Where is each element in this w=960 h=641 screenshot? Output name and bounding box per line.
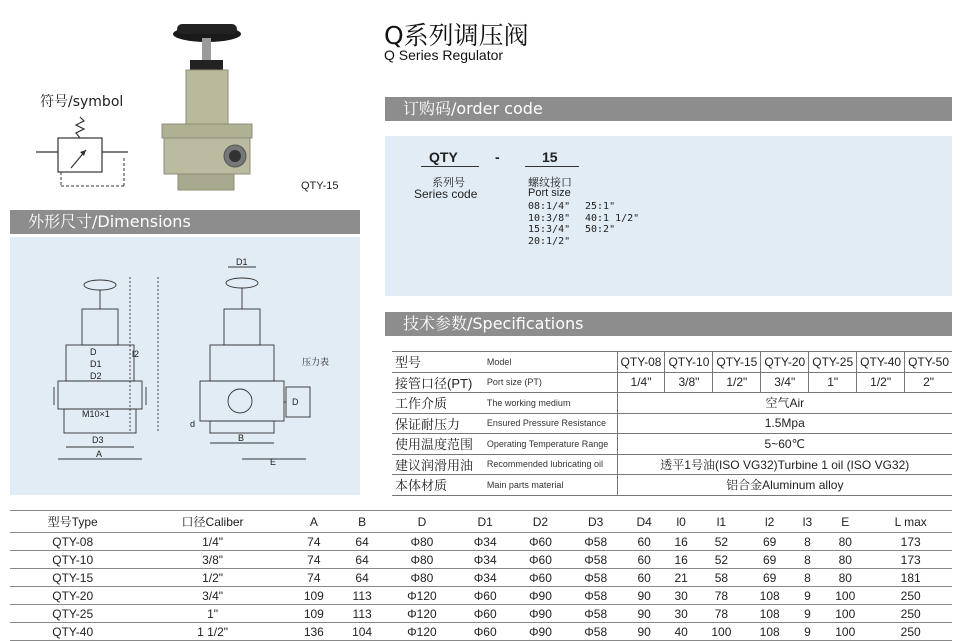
spec-value: 透平1号油(ISO VG32)Turbine 1 oil (ISO VG32) (617, 454, 952, 475)
page-title: Q系列调压阀 (384, 21, 529, 50)
dimensions-panel (10, 237, 360, 495)
spec-row (392, 413, 952, 434)
table-cell: 69 (746, 569, 794, 587)
table-cell: 74 (290, 551, 338, 569)
table-cell: 8 (794, 551, 821, 569)
dim-table-header-cell: l2 (746, 511, 794, 533)
table-cell: 100 (821, 605, 869, 623)
table-cell: 78 (697, 605, 745, 623)
dim-label-M10: M10×1 (82, 409, 110, 419)
dim-label-D3: D3 (92, 435, 104, 445)
model-cell: QTY-50 (905, 352, 952, 373)
table-cell: 8 (794, 533, 821, 551)
port-cell: 1/2" (713, 372, 761, 393)
table-cell: Φ90 (513, 605, 568, 623)
dim-table-header-cell: L max (869, 511, 952, 533)
table-cell: QTY-10 (10, 551, 135, 569)
dim-table-body (10, 533, 952, 641)
table-row (10, 623, 952, 641)
port-label-en: Port size (528, 187, 571, 199)
table-cell: Φ58 (568, 551, 623, 569)
table-cell: 90 (623, 623, 665, 641)
table-cell: 1/2" (135, 569, 289, 587)
table-cell: 250 (869, 605, 952, 623)
table-row (10, 569, 952, 587)
table-cell: 3/4" (135, 587, 289, 605)
table-cell: 60 (623, 533, 665, 551)
table-cell: 60 (623, 551, 665, 569)
table-cell: QTY-08 (10, 533, 135, 551)
spec-row (392, 434, 952, 455)
dim-table-header-cell: A (290, 511, 338, 533)
table-cell: 100 (821, 587, 869, 605)
order-code-panel (385, 136, 952, 296)
port-size-item: 40:1 1/2" (585, 212, 640, 224)
table-cell: Φ34 (458, 569, 513, 587)
spec-value: 1.5Mpa (617, 413, 952, 434)
table-cell: 108 (746, 605, 794, 623)
dim-table-header-cell: l1 (697, 511, 745, 533)
table-cell: 40 (665, 623, 697, 641)
table-cell: 80 (821, 551, 869, 569)
table-cell: 109 (290, 605, 338, 623)
table-cell: 30 (665, 605, 697, 623)
dim-table-header-cell: D4 (623, 511, 665, 533)
spec-value: 空气Air (617, 393, 952, 414)
dim-label-d: d (190, 419, 196, 429)
order-code-header: 订购码/order code (385, 97, 952, 121)
dim-table-header-cell: D3 (568, 511, 623, 533)
spec-en: Ensured Pressure Resistance (484, 413, 617, 434)
spec-cn: 使用温度范围 (392, 434, 484, 455)
table-cell: QTY-20 (10, 587, 135, 605)
table-cell: 90 (623, 587, 665, 605)
size-underline (525, 166, 579, 167)
table-cell: Φ120 (386, 623, 457, 641)
table-cell: Φ90 (513, 623, 568, 641)
table-cell: Φ60 (458, 587, 513, 605)
table-cell: QTY-15 (10, 569, 135, 587)
product-image (150, 14, 260, 194)
dimension-drawing (10, 237, 360, 495)
series-label-en: Series code (414, 187, 478, 201)
table-cell: 113 (338, 587, 386, 605)
spec-cn: 型号 (392, 352, 484, 373)
dim-table-header-cell: E (821, 511, 869, 533)
model-cell: QTY-08 (617, 352, 665, 373)
spec-en: Main parts material (484, 475, 617, 496)
table-cell: 80 (821, 569, 869, 587)
table-cell: Φ34 (458, 533, 513, 551)
dim-label-D2: D2 (90, 371, 102, 381)
table-cell: Φ80 (386, 533, 457, 551)
spec-row-model (392, 352, 952, 373)
table-cell: 69 (746, 533, 794, 551)
order-code-size: 15 (542, 149, 558, 165)
table-cell: 1/4" (135, 533, 289, 551)
port-size-item: 08:1/4" (528, 201, 571, 212)
spec-cn: 工作介质 (392, 393, 484, 414)
spec-cn: 本体材质 (392, 475, 484, 496)
port-cell: 3/4" (761, 372, 809, 393)
table-cell: 8 (794, 569, 821, 587)
table-cell: 9 (794, 623, 821, 641)
spec-en: Port size (PT) (484, 372, 617, 393)
port-size-item: 15:3/4" (528, 224, 571, 235)
dim-table-header-cell: 口径Caliber (135, 511, 289, 533)
table-cell: 64 (338, 533, 386, 551)
table-row (10, 533, 952, 551)
regulator-symbol-icon (36, 112, 132, 192)
table-cell: 64 (338, 551, 386, 569)
table-cell: Φ58 (568, 623, 623, 641)
spec-cn: 保证耐压力 (392, 413, 484, 434)
dim-label-D1-right: D1 (236, 257, 248, 267)
table-cell: 104 (338, 623, 386, 641)
table-cell: 100 (821, 623, 869, 641)
table-cell: 60 (623, 569, 665, 587)
series-underline (421, 166, 479, 167)
model-cell: QTY-20 (761, 352, 809, 373)
dim-table-header-cell: l0 (665, 511, 697, 533)
dim-table-header-cell: D1 (458, 511, 513, 533)
spec-row (392, 454, 952, 475)
port-label-cn: 螺纹接口 (528, 177, 572, 189)
table-cell: Φ60 (513, 551, 568, 569)
spec-table (392, 351, 952, 496)
table-cell: 173 (869, 533, 952, 551)
dim-table-header-cell: 型号Type (10, 511, 135, 533)
port-size-list-1 (528, 201, 570, 247)
dim-label-l2: l2 (132, 349, 140, 359)
dim-label-D: D (90, 347, 97, 357)
symbol-label: 符号/symbol (40, 94, 124, 110)
dim-table-header-cell: D (386, 511, 457, 533)
table-cell: 16 (665, 533, 697, 551)
page-subtitle: Q Series Regulator (384, 47, 504, 63)
table-cell: 69 (746, 551, 794, 569)
dim-label-B: B (238, 433, 245, 443)
port-size-item: 20:1/2" (528, 235, 571, 247)
table-cell: 90 (623, 605, 665, 623)
table-row (10, 587, 952, 605)
table-cell: 250 (869, 623, 952, 641)
table-cell: Φ34 (458, 551, 513, 569)
series-label-cn: 系列号 (432, 177, 465, 189)
port-size-list-2 (585, 201, 639, 236)
table-cell: Φ80 (386, 551, 457, 569)
table-cell: 108 (746, 587, 794, 605)
table-cell: QTY-40 (10, 623, 135, 641)
spec-row-port (392, 372, 952, 393)
table-cell: Φ120 (386, 587, 457, 605)
table-cell: Φ60 (458, 623, 513, 641)
spec-en: Model (484, 352, 617, 373)
port-size-item: 25:1" (585, 201, 616, 212)
table-cell: 9 (794, 605, 821, 623)
table-cell: 181 (869, 569, 952, 587)
port-size-item: 10:3/8" (528, 212, 571, 224)
spec-header: 技术参数/Specifications (385, 312, 952, 336)
table-cell: 21 (665, 569, 697, 587)
dim-table-header-cell: B (338, 511, 386, 533)
table-cell: Φ80 (386, 569, 457, 587)
table-cell: Φ120 (386, 605, 457, 623)
table-cell: 80 (821, 533, 869, 551)
table-cell: 100 (697, 623, 745, 641)
model-cell: QTY-10 (665, 352, 713, 373)
table-cell: 109 (290, 587, 338, 605)
table-cell: 64 (338, 569, 386, 587)
dimensions-header: 外形尺寸/Dimensions (10, 210, 360, 234)
order-code-dash: - (495, 149, 500, 165)
table-row (10, 551, 952, 569)
table-cell: Φ58 (568, 605, 623, 623)
port-cell: 3/8" (665, 372, 713, 393)
table-cell: 74 (290, 533, 338, 551)
dim-label-E: E (270, 457, 277, 467)
spec-en: The working medium (484, 393, 617, 414)
table-cell: Φ58 (568, 533, 623, 551)
order-code-series: QTY (429, 149, 458, 165)
spec-value: 铝合金Aluminum alloy (617, 475, 952, 496)
table-cell: 250 (869, 587, 952, 605)
table-cell: 52 (697, 551, 745, 569)
spec-cn: 建议润滑用油 (392, 454, 484, 475)
table-cell: Φ60 (513, 533, 568, 551)
table-cell: Φ90 (513, 587, 568, 605)
dim-label-D-gauge: D (292, 397, 299, 407)
table-cell: 113 (338, 605, 386, 623)
port-size-item: 50:2" (585, 224, 616, 235)
table-cell: 3/8" (135, 551, 289, 569)
table-cell: QTY-25 (10, 605, 135, 623)
table-cell: 30 (665, 587, 697, 605)
dim-table-header (10, 511, 952, 533)
table-cell: Φ58 (568, 587, 623, 605)
dim-table-header-cell: l3 (794, 511, 821, 533)
model-cell: QTY-40 (857, 352, 905, 373)
spec-en: Recommended lubricating oil (484, 454, 617, 475)
table-cell: 16 (665, 551, 697, 569)
dim-table-header-cell: D2 (513, 511, 568, 533)
port-cell: 1/4" (617, 372, 665, 393)
table-cell: 58 (697, 569, 745, 587)
spec-cn: 接管口径(PT) (392, 372, 484, 393)
dimension-table (10, 510, 952, 641)
port-cell: 2" (905, 372, 952, 393)
table-row (10, 605, 952, 623)
table-cell: 1" (135, 605, 289, 623)
table-cell: 1 1/2" (135, 623, 289, 641)
spec-value: 5~60℃ (617, 434, 952, 455)
dim-label-A: A (96, 449, 103, 459)
spec-en: Operating Temperature Range (484, 434, 617, 455)
table-cell: 136 (290, 623, 338, 641)
table-cell: 78 (697, 587, 745, 605)
port-cell: 1/2" (857, 372, 905, 393)
table-cell: Φ58 (568, 569, 623, 587)
model-cell: QTY-25 (809, 352, 857, 373)
product-caption: QTY-15 (301, 180, 339, 192)
dim-label-D1: D1 (90, 359, 102, 369)
port-cell: 1" (809, 372, 857, 393)
table-cell: Φ60 (458, 605, 513, 623)
model-cell: QTY-15 (713, 352, 761, 373)
table-cell: 52 (697, 533, 745, 551)
spec-row (392, 393, 952, 414)
gauge-label: 压力表 (302, 357, 330, 367)
table-cell: Φ60 (513, 569, 568, 587)
table-cell: 74 (290, 569, 338, 587)
spec-row (392, 475, 952, 496)
table-cell: 108 (746, 623, 794, 641)
table-cell: 173 (869, 551, 952, 569)
table-cell: 9 (794, 587, 821, 605)
